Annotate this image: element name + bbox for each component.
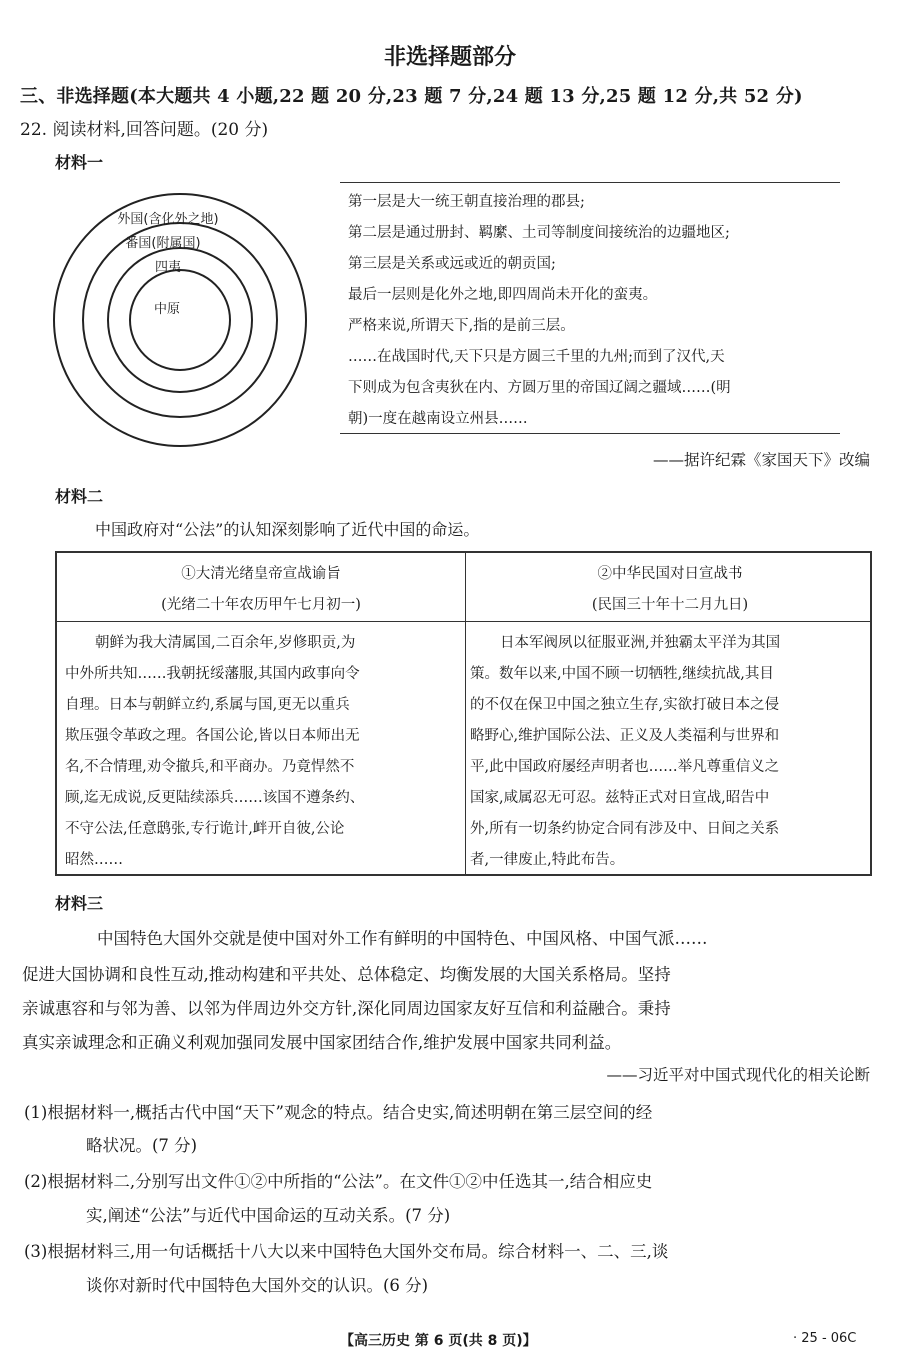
ring-outer xyxy=(54,194,306,446)
doc2-line: 国家,咸属忍无可忍。兹特正式对日宣战,昭告中 xyxy=(470,790,770,806)
material-1-line: 第一层是大一统王朝直接治理的郡县; xyxy=(348,194,585,210)
question-1-line: 略状况。(7 分) xyxy=(86,1136,198,1155)
ring-label-center: 中原 xyxy=(153,302,181,317)
material-1-line: ……在战国时代,天下只是方圆三千里的九州;而到了汉代,天 xyxy=(348,349,725,365)
doc2-line: 日本军阀夙以征服亚洲,并独霸太平洋为其国 xyxy=(500,635,781,651)
material-1-line: 最后一层则是化外之地,即四周尚未开化的蛮夷。 xyxy=(348,287,658,303)
doc1-line: 欺压强令革政之理。各国公论,皆以日本师出无 xyxy=(65,728,360,744)
ring-center xyxy=(130,270,230,370)
doc1-line: 名,不合情理,劝令撤兵,和平商办。乃竟悍然不 xyxy=(65,759,355,775)
question-2-line: (2)根据材料二,分别写出文件①②中所指的“公法”。在文件①②中任选其一,结合相应史 xyxy=(24,1172,653,1191)
doc2-title: ②中华民国对日宣战书 xyxy=(597,566,743,582)
section-header: 三、非选择题(本大题共 4 小题,22 题 20 分,23 题 7 分,24 题 13 分,25 题 12 分,共 52 分) xyxy=(20,86,803,107)
doc2-line: 的不仅在保卫中国之独立生存,实欲打破日本之侵 xyxy=(470,697,780,713)
question-3-line: 谈你对新时代中国特色大国外交的认识。(6 分) xyxy=(86,1276,429,1295)
material-3-line: 真实亲诚理念和正确义利观加强同发展中国家团结合作,维护发展中国家共同利益。 xyxy=(22,1033,622,1052)
material-3-line: 亲诚惠容和与邻为善、以邻为伴周边外交方针,深化同周边国家友好互信和利益融合。秉持 xyxy=(22,999,671,1018)
ring-label-second: 番国(附属国) xyxy=(125,236,201,251)
doc1-date: (光绪二十年农历甲午七月初一) xyxy=(161,597,361,613)
material-3-label: 材料三 xyxy=(55,894,104,913)
material-2-label: 材料二 xyxy=(55,487,104,506)
material-1-line: 第二层是通过册封、羁縻、土司等制度间接统治的边疆地区; xyxy=(348,225,730,241)
section-title: 非选择题部分 xyxy=(383,44,516,70)
table-header-rule xyxy=(57,621,870,622)
question-22-title: 22. 阅读材料,回答问题。(20 分) xyxy=(20,120,269,140)
doc1-line: 中外所共知……我朝抚绥藩服,其国内政事向令 xyxy=(65,666,360,682)
doc2-line: 策。数年以来,中国不顾一切牺牲,继续抗战,其目 xyxy=(470,666,774,682)
page-footer-label: 【高三历史 第 6 页(共 8 页)】 xyxy=(340,1333,537,1349)
material-1-line: 第三层是关系或远或近的朝贡国; xyxy=(348,256,556,272)
question-3-line: (3)根据材料三,用一句话概括十八大以来中国特色大国外交布局。综合材料一、二、三,谈 xyxy=(24,1242,669,1261)
question-1-line: (1)根据材料一,概括古代中国“天下”观念的特点。结合史实,简述明朝在第三层空间的经 xyxy=(24,1103,653,1122)
material-1-line: 朝)一度在越南设立州县…… xyxy=(348,411,528,427)
paper-code: · 25 - 06C xyxy=(793,1331,857,1346)
doc1-line: 自理。日本与朝鲜立约,系属与国,更无以重兵 xyxy=(65,697,350,713)
tianxia-concentric-diagram xyxy=(45,185,315,455)
material-1-line: 下则成为包含夷狄在内、方圆万里的帝国辽阔之疆域……(明 xyxy=(348,380,731,396)
material-2-intro: 中国政府对“公法”的认知深刻影响了近代中国的命运。 xyxy=(95,520,480,539)
doc1-line: 不守公法,任意鸱张,专行诡计,衅开自彼,公论 xyxy=(65,821,345,837)
doc1-title: ①大清光绪皇帝宣战谕旨 xyxy=(181,566,341,582)
doc2-line: 者,一律废止,特此布告。 xyxy=(470,852,625,868)
ring-label-third: 四夷 xyxy=(154,260,182,275)
question-2-line: 实,阐述“公法”与近代中国命运的互动关系。(7 分) xyxy=(86,1206,451,1225)
doc2-date: (民国三十年十二月九日) xyxy=(591,597,749,613)
material-1-label: 材料一 xyxy=(55,153,104,172)
material-1-source: ——据许纪霖《家国天下》改编 xyxy=(652,451,870,469)
doc1-line: 朝鲜为我大清属国,二百余年,岁修职贡,为 xyxy=(95,635,356,651)
material-3-line: 中国特色大国外交就是使中国对外工作有鲜明的中国特色、中国风格、中国气派…… xyxy=(97,929,708,948)
material-1-line: 严格来说,所谓天下,指的是前三层。 xyxy=(348,318,575,334)
declaration-comparison-table xyxy=(55,551,872,876)
doc2-line: 略野心,维护国际公法、正义及人类福利与世界和 xyxy=(470,728,780,744)
material-3-source: ——习近平对中国式现代化的相关论断 xyxy=(606,1066,870,1084)
material-1-text-box xyxy=(340,182,840,434)
doc2-line: 外,所有一切条约协定合同有涉及中、日间之关系 xyxy=(470,821,780,837)
doc2-line: 平,此中国政府屡经声明者也……举凡尊重信义之 xyxy=(470,759,780,775)
material-3-line: 促进大国协调和良性互动,推动构建和平共处、总体稳定、均衡发展的大国关系格局。坚持 xyxy=(22,965,671,984)
doc1-line: 昭然…… xyxy=(65,852,123,868)
ring-label-outer: 外国(含化外之地) xyxy=(117,212,219,227)
ring-second xyxy=(83,223,277,417)
doc1-line: 顾,迄无成说,反更陆续添兵……该国不遵条约、 xyxy=(65,790,365,806)
